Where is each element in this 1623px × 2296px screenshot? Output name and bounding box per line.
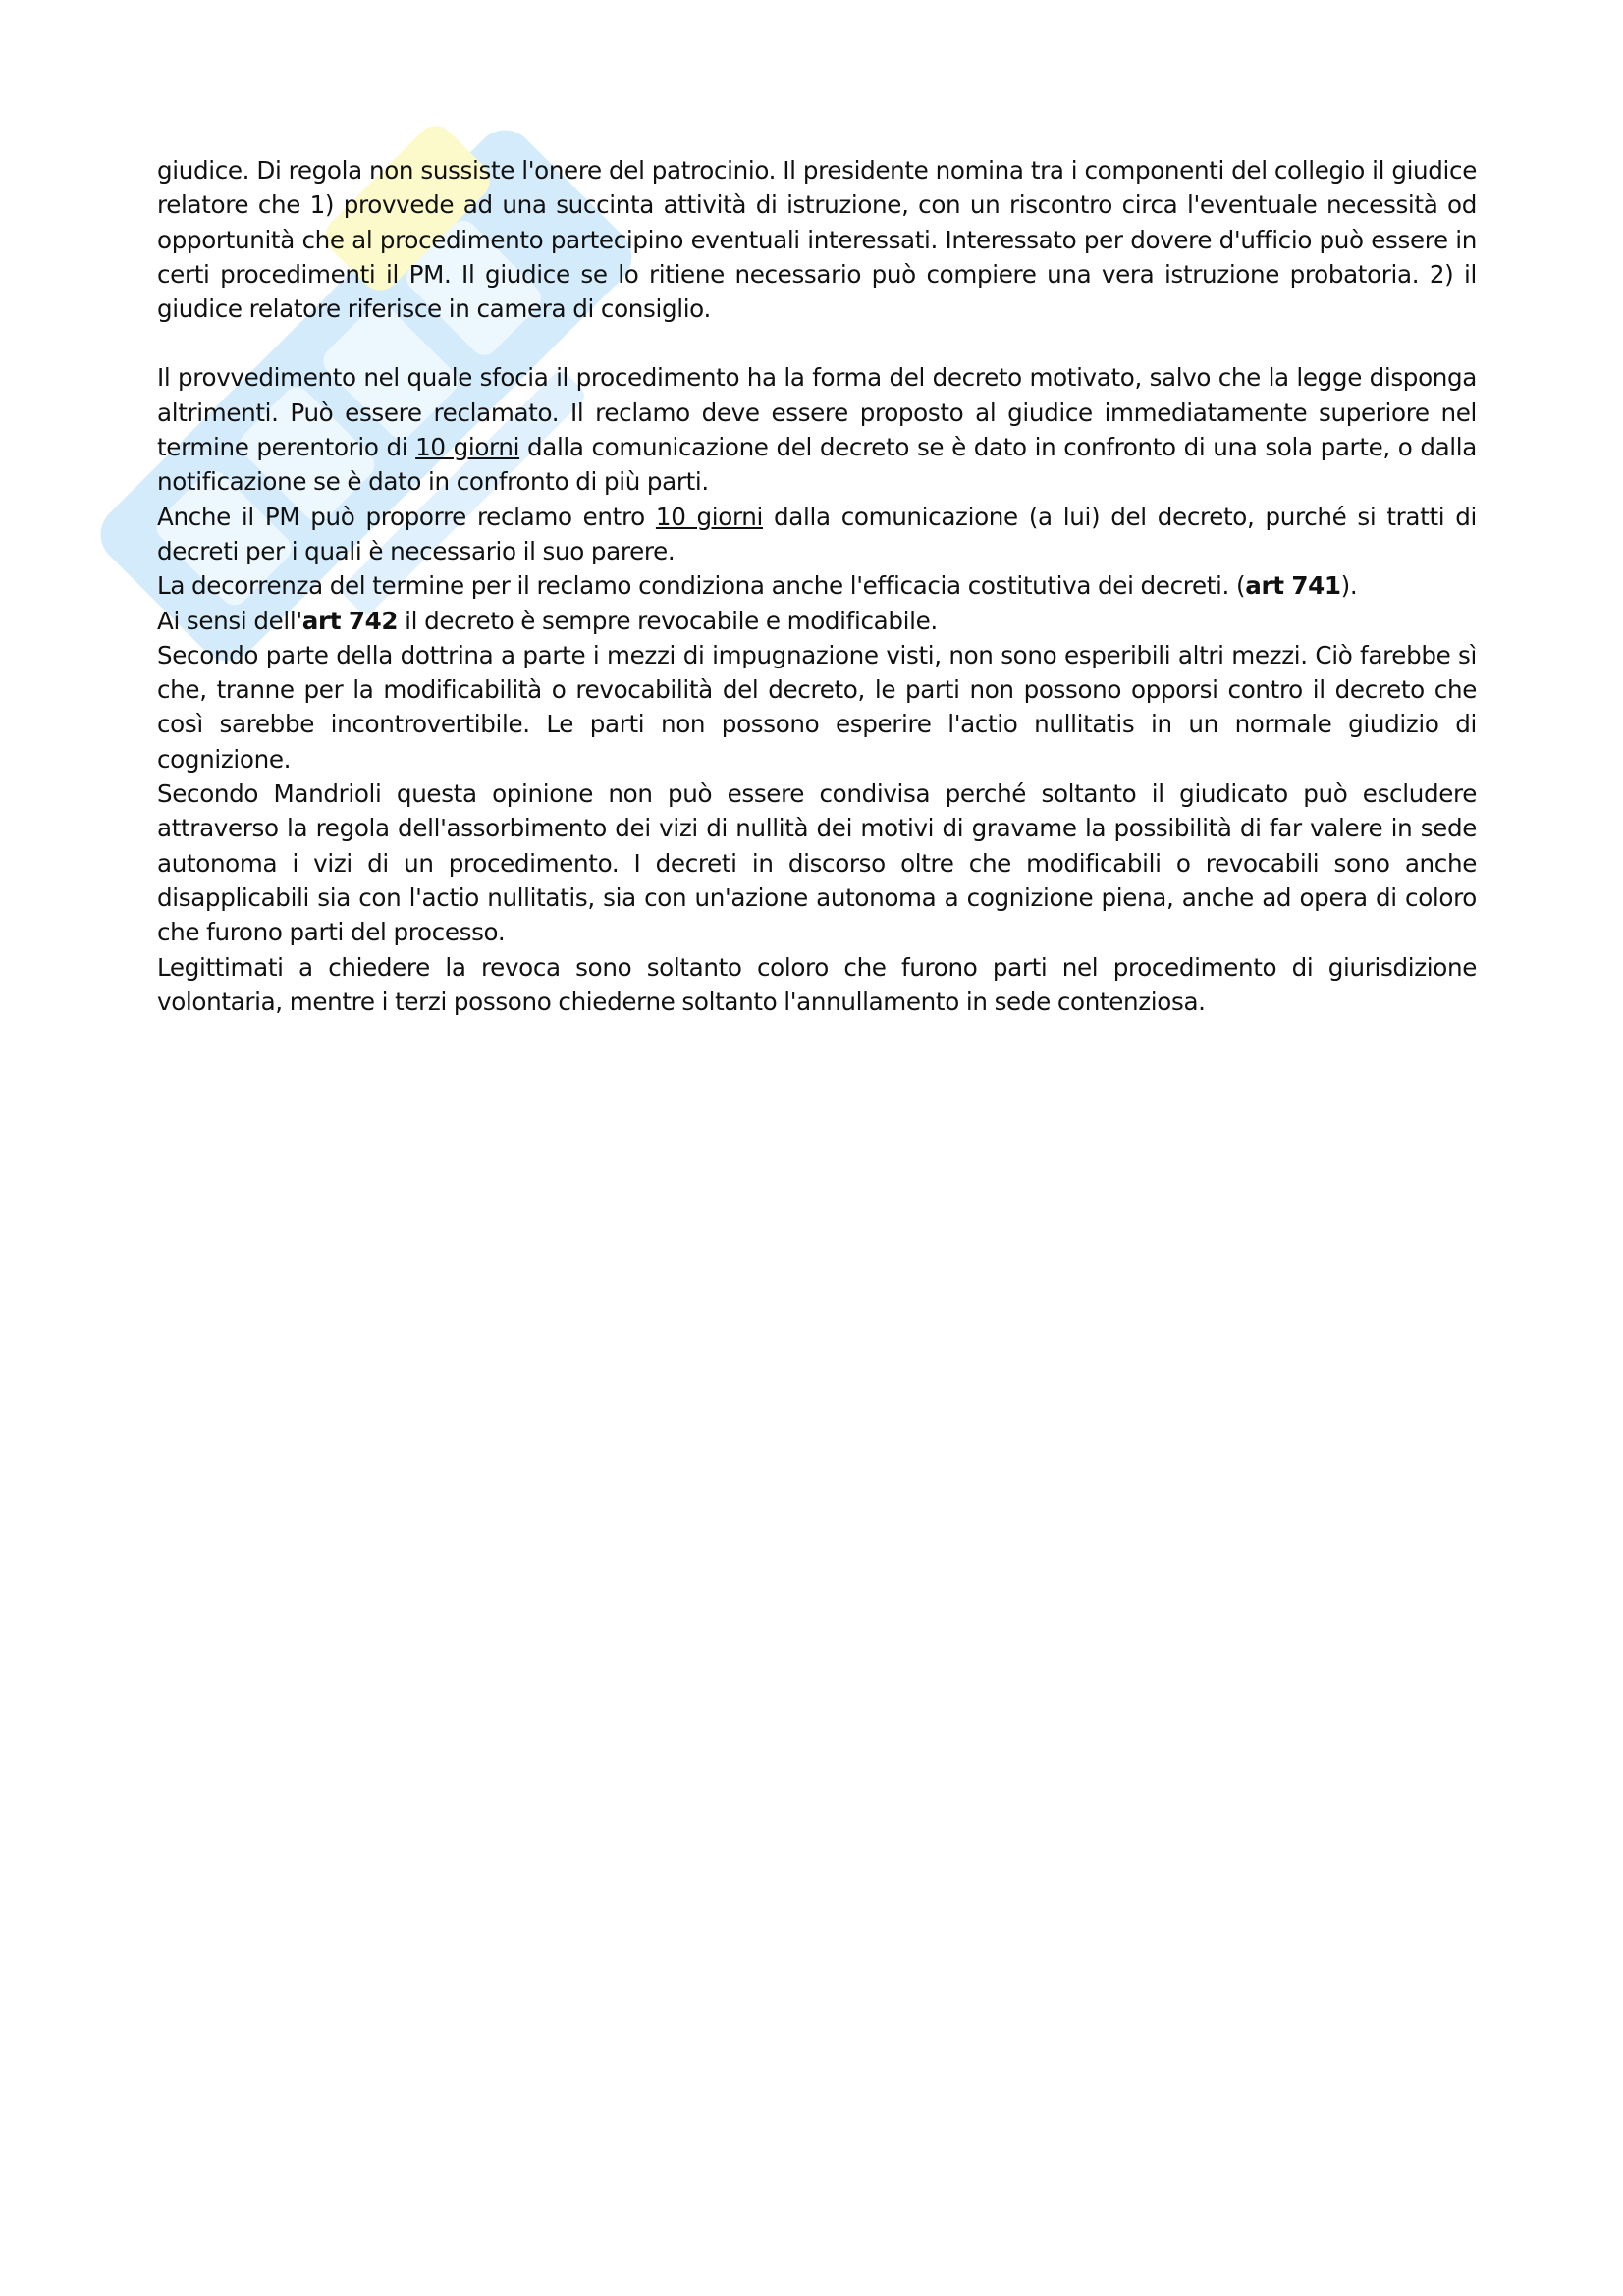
underlined-term: 10 giorni [655,502,764,531]
paragraph-reclamo-pm [157,500,1477,569]
text-segment: Il provvedimento nel quale sfocia il procedimento ha la forma del decreto motivato, salvo che la legge disponga altrimenti. Può essere reclamato. Il reclamo deve essere proposto al giudice immediatamente superiore nel termine perentorio di [157,363,1477,462]
underlined-term: 10 giorni [415,433,520,462]
paragraph-reclamo [157,360,1477,499]
paragraph-decorrenza [157,568,1477,603]
text-segment: Ai sensi dell' [157,606,302,635]
text-segment: La decorrenza del termine per il reclamo condiziona anche l'efficacia costitutiva dei decreti. ( [157,571,1246,601]
text-segment: dalla comunicazione del decreto se è dato in confronto di una sola parte, o dalla notificazione se è dato in confronto di più parti. [157,433,1477,497]
paragraph-revocabilita [157,604,1477,638]
document-body [157,153,1477,1019]
text-segment: dalla comunicazione (a lui) del decreto, purché si tratti di decreti per i quali è necessario il suo parere. [157,502,1477,565]
paragraph-legittimati: Legittimati a chiedere la revoca sono soltanto coloro che furono parti nel procedimento di giurisdizione volontaria, mentre i terzi possono chiederne soltanto l'annullamento in sede contenziosa. [157,952,1477,1016]
paragraph-mandrioli: Secondo Mandrioli questa opinione non può essere condivisa perché soltanto il giudicato può escludere attraverso la regola dell'assorbimento dei vizi di nullità dei motivi di gravame la possibilità di far valere in sede autonoma i vizi di un procedimento. I decreti in discorso oltre che modificabili o revocabili sono anche disapplicabili sia con l'actio nullitatis, sia con un'azione autonoma a cognizione piena, anche ad opera di coloro che furono parti del processo. [157,779,1477,947]
text-segment: il decreto è sempre revocabile e modificabile. [398,606,938,635]
text-segment: Anche il PM può proporre reclamo entro [157,502,656,531]
paragraph-dottrina: Secondo parte della dottrina a parte i mezzi di impugnazione visti, non sono esperibili altri mezzi. Ciò farebbe sì che, tranne per la modificabilità o revocabilità del decreto, le parti non possono opporsi contro il decreto che così sarebbe incontrovertibile. Le parti non possono esperire l'actio nullitatis in un normale giudizio di cognizione. [157,640,1477,774]
text-segment: ). [1340,571,1358,601]
article-reference: art 741 [1245,571,1341,601]
article-reference: art 742 [301,606,399,635]
paragraph-istruzione: giudice. Di regola non sussiste l'onere del patrocinio. Il presidente nomina tra i componenti del collegio il giudice relatore che 1) provvede ad una succinta attività di istruzione, con un riscontro circa l'eventuale necessità od opportunità che al procedimento partecipino eventuali interessati. Interessato per dovere d'ufficio può essere in certi procedimenti il PM. Il giudice se lo ritiene necessario può compiere una vera istruzione probatoria. 2) il giudice relatore riferisce in camera di consiglio. [157,156,1477,324]
